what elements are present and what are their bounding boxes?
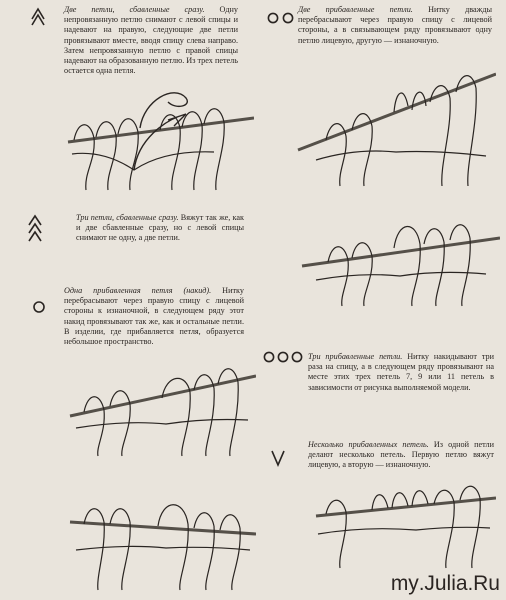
text-block-increase-one bbox=[64, 286, 244, 347]
block-title: Три петли, сбавленные сразу. bbox=[76, 213, 179, 222]
text-block-increase-two bbox=[298, 5, 492, 46]
triple-caret-up-icon bbox=[27, 213, 43, 245]
watermark-mid: Julia bbox=[424, 572, 468, 595]
illustration-increase-one-knitted bbox=[66, 480, 256, 592]
text-block-increase-three bbox=[308, 352, 494, 393]
illustration-increase-one bbox=[66, 358, 256, 458]
block-body: Нитку перебрасывают через правую спицу с лицевой стороны к изнаночной, в следующем ряду этот накид провязывают так же, как и остальные петли. В изделии, где прибавляется петля, образуется небольшое пространство. bbox=[64, 286, 244, 347]
circle-icon bbox=[32, 300, 46, 314]
double-circle-icon bbox=[266, 12, 296, 24]
illustration-decrease-two bbox=[64, 80, 254, 200]
block-title: Несколько прибавленных петель. bbox=[308, 440, 429, 449]
block-body: Нитку дважды перебрасывают через правую спицу с лицевой стороны, а в связывающем ряду провязывают одну петлю лицевую, другую — изнаночную. bbox=[298, 5, 492, 45]
text-block-decrease-two bbox=[64, 5, 238, 76]
triple-circle-icon bbox=[262, 351, 304, 363]
block-title: Три прибавленные петли. bbox=[308, 352, 403, 361]
text-block-increase-several bbox=[308, 440, 494, 471]
illustration-increase-two-knitted bbox=[300, 198, 500, 310]
block-body: Одну непровязанную петлю снимают с левой спицы и надевают на правую, следующие две петли провязывают вместе, вводя спицу слева направо. Затем непровязанную петлю с правой спицы надевают на образованную петлю. Из трех петель остается одна петля. bbox=[64, 5, 238, 76]
block-body: Из одной петли делают несколько петель. Первую петлю вяжут лицевую, а вторую — изнаночную. bbox=[308, 440, 494, 470]
watermark-left: my bbox=[390, 572, 419, 595]
block-body: Нитку накидывают три раза на спицу, а в следующем ряду провязывают на месте этих трех петель 7, 9 или 11 петель в зависимости от рисунка выполняемой модели. bbox=[308, 352, 494, 392]
watermark: my.Julia.Ru bbox=[390, 572, 500, 595]
caret-down-icon bbox=[270, 448, 286, 468]
watermark-right: Ru bbox=[473, 572, 500, 595]
illustration-increase-several bbox=[306, 478, 496, 572]
text-block-decrease-three bbox=[76, 213, 244, 244]
double-caret-up-icon bbox=[30, 6, 46, 26]
illustration-increase-two bbox=[296, 60, 496, 190]
block-title: Одна прибавленная петля (накид). bbox=[64, 286, 212, 295]
block-title: Две прибавленные петли. bbox=[298, 5, 413, 14]
block-body: Вяжут так же, как и две сбавленные сразу, но с левой спицы снимают не одну, а две петли. bbox=[76, 213, 245, 243]
block-title: Две петли, сбавленные сразу. bbox=[64, 5, 205, 14]
